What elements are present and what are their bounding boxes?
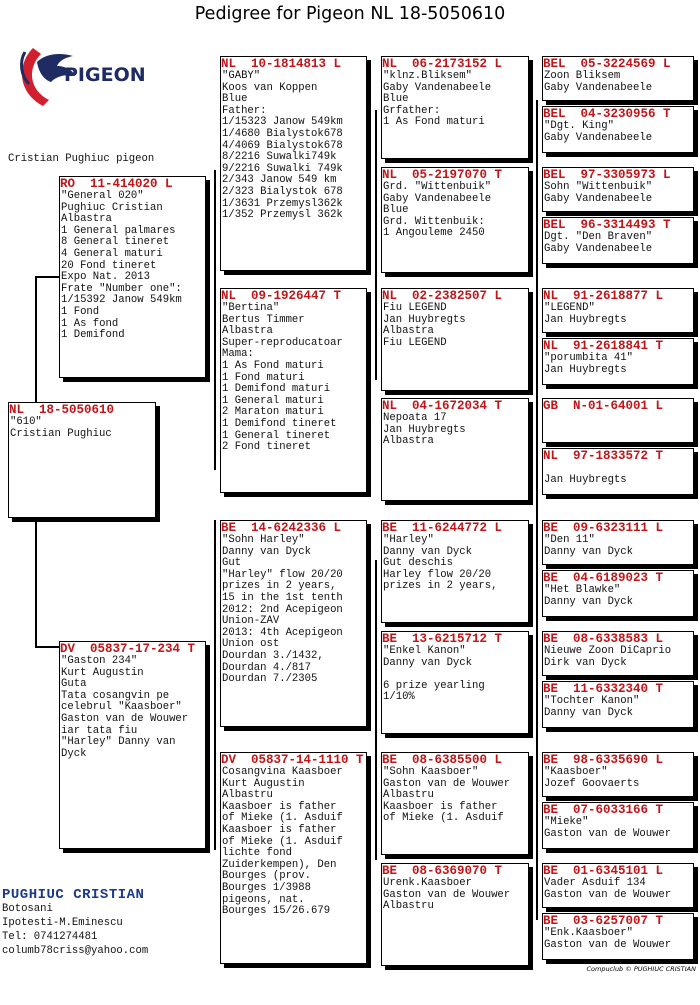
detail-line: Albastru — [383, 789, 434, 802]
ring-number: BE 08-6338583 L — [543, 632, 664, 646]
detail-line: Gaston van de Wouwer — [544, 888, 672, 901]
detail-line: 4 General maturi — [61, 247, 163, 260]
ring-number: BE 11-6332340 T — [543, 682, 664, 696]
pedigree-box-gggp-2[interactable] — [542, 106, 694, 153]
pedigree-box-granddam-2[interactable] — [220, 752, 367, 964]
detail-line: Koos van Koppen — [222, 81, 318, 94]
detail-line: Gaby Vandenabeele — [544, 192, 653, 205]
detail-line: Dgt. "Den Braven" — [544, 231, 653, 243]
detail-line: 1/15392 Janow 549km — [61, 294, 182, 307]
ring-number: BE 09-6323111 L — [543, 521, 664, 535]
detail-line: Cristian Pughiuc — [10, 427, 112, 440]
contact-line: Botosani — [2, 903, 53, 915]
pedigree-box-sire[interactable] — [59, 176, 206, 378]
ring-number: DV 05837-17-234 T — [60, 642, 196, 656]
bird-details — [382, 878, 528, 913]
detail-line: "Gaston 234" — [61, 655, 138, 667]
detail-line: Danny van Dyck — [383, 656, 473, 669]
bird-details — [543, 767, 693, 790]
pedigree-box-gggp-16[interactable] — [542, 913, 694, 960]
bird-details — [382, 767, 528, 825]
detail-line: Gut — [222, 557, 242, 570]
detail-line: "Harley" Danny van — [61, 736, 176, 749]
ring-number: NL 09-1926447 T — [221, 289, 342, 303]
pedigree-box-gggp-10[interactable] — [542, 570, 694, 617]
detail-line: "General 020" — [61, 190, 144, 202]
detail-line: lichte fond — [222, 847, 292, 860]
detail-line: "Sohn Kaasboer" — [383, 766, 479, 778]
ring-number: NL 06-2173152 L — [382, 57, 503, 71]
pedigree-box-grandsire-1[interactable] — [220, 56, 367, 271]
detail-line: Gaby Vandenabeele — [383, 81, 492, 94]
bird-details — [543, 878, 693, 901]
detail-line: Nieuwe Zoon DiCaprio — [544, 645, 672, 657]
bird-details — [60, 656, 205, 760]
bird-details — [382, 535, 528, 593]
detail-line: 6 prize yearling — [383, 679, 485, 692]
detail-line: Mama: — [222, 348, 254, 361]
detail-line: 1 General tineret — [222, 429, 331, 442]
pedigree-box-gggp-8[interactable] — [542, 448, 694, 495]
detail-line: Dirk van Dyck — [544, 656, 627, 669]
detail-line — [544, 463, 693, 475]
connector — [35, 276, 37, 402]
detail-line: "Harley" — [383, 534, 434, 546]
detail-line: 15 in the 1st tenth — [222, 591, 343, 604]
pedigree-box-ggp-2[interactable] — [381, 167, 529, 273]
detail-line: Albastra — [383, 435, 434, 448]
detail-line: 2/323 Bialystok 678 — [222, 185, 343, 198]
detail-line: 1 Fond maturi — [222, 371, 305, 384]
bird-details — [543, 696, 693, 719]
ring-number: BE 98-6335690 L — [543, 753, 664, 767]
detail-line: 2 Fond tineret — [222, 441, 312, 454]
ring-number: BE 08-6369070 T — [382, 864, 503, 878]
pedigree-box-ggp-1[interactable] — [381, 56, 529, 159]
page-title: Pedigree for Pigeon NL 18-5050610 — [194, 4, 506, 24]
bird-details — [543, 463, 693, 486]
detail-line: 1/3631 Przemysl362k — [222, 197, 343, 210]
detail-line: Dyck — [61, 747, 87, 760]
connector — [35, 646, 59, 648]
detail-line: 20 Fond tineret — [61, 259, 157, 272]
bird-details — [543, 353, 693, 376]
detail-line: Bourges (prov. — [222, 870, 312, 883]
connector — [375, 110, 377, 380]
detail-line: Gaston van de Wouwer — [544, 938, 672, 951]
detail-line: "Enkel Kanon" — [383, 645, 466, 657]
ring-number: NL 18-5050610 — [9, 403, 115, 417]
detail-line: Danny van Dyck — [222, 545, 312, 558]
detail-line: "LEGEND" — [544, 302, 595, 314]
pedigree-box-gggp-14[interactable] — [542, 802, 694, 849]
bird-details — [543, 182, 693, 205]
ring-number: BEL 05-3224569 L — [543, 57, 671, 71]
detail-line: of Mieke (1. Asduif — [383, 812, 504, 825]
detail-line: "porumbita 41" — [544, 352, 634, 364]
ring-number: NL 91-2618877 L — [543, 289, 664, 303]
software-credit: Compuclub © PUGHIUC CRISTIAN — [586, 965, 696, 973]
detail-line: "Dgt. King" — [544, 120, 614, 132]
bird-details — [543, 232, 693, 255]
pedigree-box-gggp-13[interactable] — [542, 752, 694, 797]
bird-details — [543, 585, 693, 608]
ring-number: GB N-01-64001 L — [543, 399, 664, 413]
detail-line: Jozef Goovaerts — [544, 777, 640, 790]
bird-details — [543, 121, 693, 144]
ring-number: BE 03-6257007 T — [543, 914, 664, 928]
bird-details — [9, 417, 155, 440]
detail-line: Kurt Augustin — [61, 666, 144, 679]
bird-details — [221, 535, 366, 686]
detail-line: Danny van Dyck — [544, 595, 634, 608]
pedigree-box-granddam-1[interactable] — [220, 288, 367, 493]
ring-number: DV 05837-14-1110 T — [221, 753, 364, 767]
bird-details — [543, 303, 693, 326]
bird-details — [382, 303, 528, 349]
ring-number: NL 91-2618841 T — [543, 339, 664, 353]
detail-line: 1/15323 Janow 549km — [222, 116, 343, 129]
ring-number: BE 01-6345101 L — [543, 864, 664, 878]
detail-line: 1 As Fond maturi — [222, 359, 324, 372]
detail-line: Bourges 15/26.679 — [222, 905, 331, 918]
detail-line: "Bertina" — [222, 302, 280, 314]
pedigree-box-gggp-4[interactable] — [542, 217, 694, 264]
ring-number: NL 04-1672034 T — [382, 399, 503, 413]
connector — [536, 100, 538, 920]
detail-line: Father: — [222, 104, 267, 117]
detail-line: Danny van Dyck — [544, 545, 634, 558]
detail-line: "Sohn Harley" — [222, 534, 305, 546]
detail-line: 1 General palmares — [61, 224, 176, 237]
detail-line: Zuiderkempen), Den — [222, 858, 337, 871]
detail-line: Blue — [383, 204, 409, 217]
detail-line: Vader Asduif 134 — [544, 877, 646, 889]
bird-details — [382, 182, 528, 240]
detail-line: "Het Blawke" — [544, 584, 621, 596]
bird-details — [60, 191, 205, 342]
bird-details — [382, 71, 528, 129]
bird-details — [382, 413, 528, 448]
detail-line: Albastra — [383, 325, 434, 338]
detail-line: celebrul "Kaasboer" — [61, 701, 182, 714]
ring-number: RO 11-414020 L — [60, 177, 173, 191]
detail-line: Gaston van de Wouwer — [544, 827, 672, 840]
detail-line: Jan Huybregts — [383, 423, 466, 436]
detail-line: Kaasboer is father — [222, 823, 337, 836]
detail-line: Jan Huybregts — [383, 313, 466, 326]
pedigree-box-dam[interactable] — [59, 641, 206, 849]
pedigree-box-gggp-12[interactable] — [542, 681, 694, 728]
detail-line: "Tochter Kanon" — [544, 695, 640, 707]
connector — [214, 520, 216, 850]
detail-line: Gaston van de Wouwer — [61, 712, 189, 725]
pedigree-box-ggp-7[interactable] — [381, 752, 529, 855]
pedigree-box-gggp-7[interactable] — [542, 398, 694, 443]
detail-line: of Mieke (1. Asduif — [222, 812, 343, 825]
bird-details — [543, 817, 693, 840]
bird-details — [543, 928, 693, 951]
detail-line: Gaby Vandenabeele — [544, 242, 653, 255]
detail-line: Cosangvina Kaasboer — [222, 766, 343, 778]
connector — [214, 170, 216, 470]
detail-line: Dourdan 3./1432, — [222, 649, 324, 662]
detail-line: Albastru — [222, 789, 273, 802]
detail-line: "610" — [10, 416, 42, 428]
detail-line: Kaasboer is father — [222, 800, 337, 813]
detail-line: Gaston van de Wouwer — [383, 888, 511, 901]
detail-line: Jan Huybregts — [544, 363, 627, 376]
detail-line: Gaby Vandenabeele — [544, 131, 653, 144]
bird-details — [221, 767, 366, 918]
detail-line: Albastra — [61, 213, 112, 226]
detail-line: 9/2216 Suwalki 749k — [222, 162, 343, 175]
connector — [375, 560, 377, 860]
ring-number: BE 04-6189023 T — [543, 571, 664, 585]
detail-line: Union-ZAV — [222, 615, 280, 628]
detail-line: prizes in 2 years, — [222, 580, 337, 593]
detail-line: 8/2216 Suwalki749k — [222, 151, 337, 164]
detail-line: Gaby Vandenabeele — [383, 192, 492, 205]
detail-line: "Harley" flow 20/20 — [222, 568, 343, 581]
detail-line: Kaasboer is father — [383, 800, 498, 813]
detail-line: Harley flow 20/20 — [383, 568, 492, 581]
detail-line: "klnz.Bliksem" — [383, 70, 473, 82]
detail-line: of Mieke (1. Asduif — [222, 835, 343, 848]
detail-line: 4/4069 Bialystok678 — [222, 139, 343, 152]
ring-number: BEL 04-3230956 T — [543, 107, 671, 121]
contact-phone: Tel: 0741274481 — [2, 931, 98, 943]
ring-number: BE 08-6385500 L — [382, 753, 503, 767]
pedigree-box-gggp-1[interactable] — [542, 56, 694, 101]
detail-line: 1/4680 Bialystok678 — [222, 127, 343, 140]
detail-line: Zoon Bliksem — [544, 70, 621, 82]
bird-details — [543, 71, 693, 94]
detail-line: Bertus Timmer — [222, 313, 305, 326]
pedigree-box-gggp-15[interactable] — [542, 863, 694, 908]
ring-number: NL 02-2382507 L — [382, 289, 503, 303]
pedigree-box-gggp-3[interactable] — [542, 167, 694, 212]
detail-line: Albastru — [383, 900, 434, 913]
detail-line: Pughiuc Cristian — [61, 201, 163, 214]
detail-line: Sohn "Wittenbuik" — [544, 181, 653, 193]
detail-line: Dourdan 4./817 — [222, 661, 312, 674]
detail-line: 1 General maturi — [222, 394, 324, 407]
contact-line: Ipotesti-M.Eminescu — [2, 917, 123, 929]
contact-email[interactable]: columb78criss@yahoo.com — [2, 945, 149, 957]
detail-line: 1 Fond — [61, 305, 100, 318]
breeder-contact — [2, 888, 148, 958]
bird-details — [543, 646, 693, 669]
logo-text: PIGEON — [64, 64, 146, 86]
detail-line: Urenk.Kaasboer — [383, 877, 473, 889]
detail-line: 2/343 Janow 549 km — [222, 174, 337, 187]
ring-number: NL 97-1833572 T — [543, 449, 664, 463]
pedigree-box-gggp-11[interactable] — [542, 631, 694, 676]
ring-number: BE 11-6244772 L — [382, 521, 503, 535]
detail-line: "GABY" — [222, 70, 261, 82]
detail-line: Grd. "Wittenbuik" — [383, 181, 492, 193]
detail-line: Blue — [383, 93, 409, 106]
detail-line: 2013: 4th Acepigeon — [222, 626, 343, 639]
detail-line: 1 Angouleme 2450 — [383, 227, 485, 240]
owner-label: Cristian Pughiuc pigeon — [8, 153, 155, 165]
detail-line: Dourdan 7./2305 — [222, 673, 318, 686]
detail-line: Grd. Wittenbuik: — [383, 215, 485, 228]
detail-line: "Den 11" — [544, 534, 595, 546]
detail-line: 1 As fond — [61, 317, 119, 330]
detail-line: Danny van Dyck — [544, 706, 634, 719]
bird-details — [382, 646, 528, 704]
ring-number: NL 05-2197070 T — [382, 168, 503, 182]
detail-line: Grfather: — [383, 104, 441, 117]
pedigree-box-ggp-3[interactable] — [381, 288, 529, 391]
detail-line: Kurt Augustin — [222, 777, 305, 790]
ring-number: NL 10-1814813 L — [221, 57, 342, 71]
pedigree-box-grandsire-2[interactable] — [220, 520, 367, 727]
detail-line: Tata cosangvin pe — [61, 689, 170, 702]
detail-line: 8 General tineret — [61, 236, 170, 249]
detail-line: Jan Huybregts — [544, 473, 627, 486]
ring-number: BEL 97-3305973 L — [543, 168, 671, 182]
detail-line: Nepoata 17 — [383, 412, 447, 424]
ring-number: BEL 96-3314493 T — [543, 218, 671, 232]
detail-line: Gaby Vandenabeele — [544, 81, 653, 94]
detail-line: 1 Demifond maturi — [222, 383, 331, 396]
detail-line: Jan Huybregts — [544, 313, 627, 326]
detail-line: Bourges 1/3988 — [222, 881, 312, 894]
detail-line: Fiu LEGEND — [383, 302, 447, 314]
detail-line: Blue — [222, 93, 248, 106]
detail-line: Guta — [61, 678, 87, 691]
detail-line: prizes in 2 years, — [383, 580, 498, 593]
bird-details — [221, 71, 366, 222]
bird-details — [221, 303, 366, 454]
bird-details — [543, 535, 693, 558]
detail-line: iar tata fiu — [61, 724, 138, 737]
pedigree-box-subject[interactable] — [8, 402, 156, 518]
pedigree-box-ggp-8[interactable] — [381, 863, 529, 966]
detail-line: Fiu LEGEND — [383, 336, 447, 349]
detail-line: 1 As Fond maturi — [383, 116, 485, 129]
detail-line: "Mieke" — [544, 816, 589, 828]
pedigree-box-ggp-5[interactable] — [381, 520, 529, 623]
detail-line: 1 Demifond — [61, 329, 125, 342]
detail-line: 1/352 Przemysl 362k — [222, 209, 343, 222]
detail-line: "Enk.Kaasboer" — [544, 927, 634, 939]
detail-line: Super-reproducatoar — [222, 336, 343, 349]
ring-number: BE 13-6215712 T — [382, 632, 503, 646]
detail-line: Expo Nat. 2013 — [61, 271, 151, 284]
breeder-name: PUGHIUC CRISTIAN — [2, 887, 145, 903]
detail-line: Frate "Number one": — [61, 282, 182, 295]
detail-line: 1 Demifond tineret — [222, 417, 337, 430]
detail-line: "Kaasboer" — [544, 766, 608, 778]
ring-number: BE 14-6242336 L — [221, 521, 342, 535]
detail-line: 2012: 2nd Acepigeon — [222, 603, 343, 616]
pedigree-box-ggp-6[interactable] — [381, 631, 529, 734]
detail-line: Gaston van de Wouwer — [383, 777, 511, 790]
ring-number: BE 07-6033166 T — [543, 803, 664, 817]
detail-line: Danny van Dyck — [383, 545, 473, 558]
detail-line: Union ost — [222, 638, 280, 651]
connector — [35, 276, 59, 278]
detail-line: Albastra — [222, 325, 273, 338]
pedigree-box-ggp-4[interactable] — [381, 398, 529, 501]
detail-line: pigeons, nat. — [222, 893, 305, 906]
pedigree-box-gggp-9[interactable] — [542, 520, 694, 565]
pedigree-box-gggp-6[interactable] — [542, 338, 694, 385]
connector — [35, 516, 37, 646]
detail-line: Gut deschis — [383, 557, 453, 570]
pedigree-box-gggp-5[interactable] — [542, 288, 694, 333]
detail-line: 2 Maraton maturi — [222, 406, 324, 419]
detail-line: 1/10% — [383, 691, 415, 704]
